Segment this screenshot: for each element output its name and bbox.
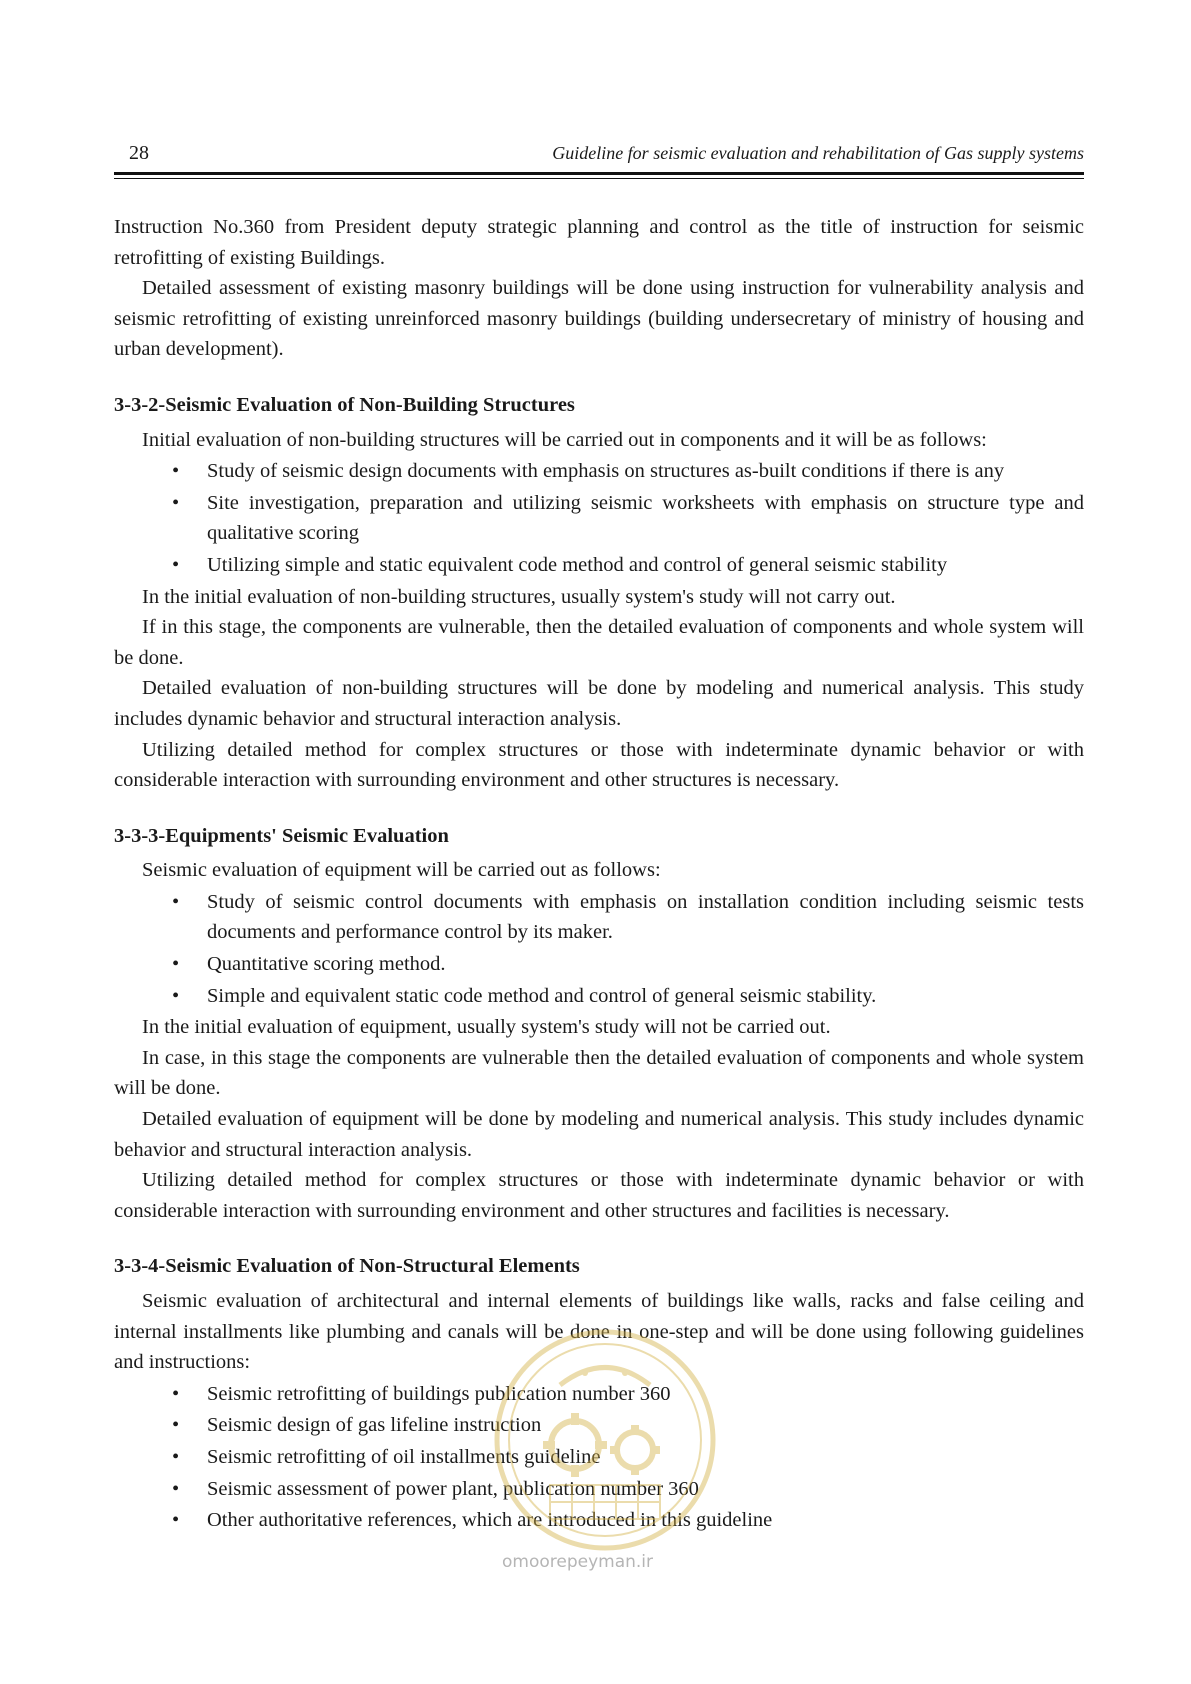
- list-item-text: Study of seismic design documents with emphasis on structures as-built conditions if there is any: [207, 460, 1005, 483]
- running-title: Guideline for seismic evaluation and rehabilitation of Gas supply systems: [552, 143, 1084, 163]
- list-item: [114, 456, 1084, 487]
- bullet-icon: •: [172, 1445, 180, 1468]
- section-3-3-2-list: [114, 456, 1084, 580]
- section-3-3-2-paragraph-1: In the initial evaluation of non-building structures, usually system's study will not carry out.: [142, 585, 896, 608]
- section-3-3-3-paragraph-3: Detailed evaluation of equipment will be done by modeling and numerical analysis. This study includes dynamic behavior and structural interaction analysis.: [114, 1108, 1084, 1161]
- list-item: [114, 887, 1084, 948]
- section-3-3-3-paragraph-1: In the initial evaluation of equipment, usually system's study will not be carried out.: [142, 1016, 831, 1039]
- section-3-3-3-list: [114, 887, 1084, 1011]
- bullet-icon: •: [172, 890, 180, 913]
- section-heading-3-3-2: 3-3-2-Seismic Evaluation of Non-Building Structures: [114, 393, 575, 416]
- section-heading-3-3-3: 3-3-3-Equipments' Seismic Evaluation: [114, 824, 449, 847]
- section-3-3-3-paragraph-2: In case, in this stage the components are vulnerable then the detailed evaluation of components and whole system will be done.: [114, 1046, 1084, 1100]
- bullet-icon: •: [172, 984, 180, 1007]
- bullet-icon: •: [172, 953, 180, 976]
- section-3-3-2-lead: Initial evaluation of non-building structures will be carried out in components and it will be as follows:: [142, 428, 987, 451]
- section-3-3-2-paragraph-2: If in this stage, the components are vulnerable, then the detailed evaluation of components and whole system will be done.: [114, 616, 1084, 669]
- bullet-icon: •: [172, 460, 180, 483]
- bullet-icon: •: [172, 491, 180, 514]
- intro-paragraph-1: Instruction No.360 from President deputy strategic planning and control as the title of instruction for seismic retrofitting of existing Buildings.: [114, 216, 1084, 269]
- page-number: 28: [129, 142, 149, 164]
- list-item: [114, 981, 1084, 1012]
- section-3-3-2-paragraph-4: Utilizing detailed method for complex structures or those with indeterminate dynamic behavior or with considerable interaction with surrounding environment and other structures is necessary.: [114, 738, 1084, 792]
- section-heading-3-3-4: 3-3-4-Seismic Evaluation of Non-Structural Elements: [114, 1255, 580, 1278]
- intro-paragraph-2: Detailed assessment of existing masonry buildings will be done using instruction for vulnerability analysis and seismic retrofitting of existing unreinforced masonry buildings (building undersecretary of ministry of housing and urban development).: [114, 277, 1084, 361]
- bullet-icon: •: [172, 1382, 180, 1405]
- list-item-text: Other authoritative references, which are introduced in this guideline: [207, 1509, 773, 1532]
- watermark-seal-icon: [490, 1325, 720, 1555]
- list-item-text: Seismic retrofitting of buildings publication number 360: [207, 1382, 671, 1405]
- list-item-text: Quantitative scoring method.: [207, 953, 446, 976]
- list-item: [114, 550, 1084, 581]
- watermark-url: omoorepeyman.ir: [502, 1552, 654, 1572]
- section-3-3-2-paragraph-3: Detailed evaluation of non-building structures will be done by modeling and numerical analysis. This study includes dynamic behavior and structural interaction analysis.: [114, 677, 1084, 730]
- list-item-text: Seismic retrofitting of oil installments guideline: [207, 1445, 601, 1468]
- header-rule-thick: [114, 172, 1084, 175]
- list-item-text: Simple and equivalent static code method and control of general seismic stability.: [207, 984, 877, 1007]
- list-item-text: Utilizing simple and static equivalent code method and control of general seismic stability: [207, 553, 948, 576]
- section-3-3-4-lead: Seismic evaluation of architectural and internal elements of buildings like walls, racks and false ceiling and internal installments like plumbing and canals will be done in one-step and will be done using following guidelines and instructions:: [114, 1290, 1084, 1374]
- list-item-text: Site investigation, preparation and utilizing seismic worksheets with emphasis on structure type and qualitative scoring: [207, 491, 1084, 545]
- bullet-icon: •: [172, 1509, 180, 1532]
- list-item-text: Seismic assessment of power plant, publication number 360: [207, 1477, 699, 1500]
- bullet-icon: •: [172, 553, 180, 576]
- page-header: [114, 140, 1084, 166]
- section-3-3-3-paragraph-4: Utilizing detailed method for complex structures or those with indeterminate dynamic behavior or with considerable interaction with surrounding environment and other structures and facilities is necessary.: [114, 1169, 1084, 1222]
- list-item-text: Study of seismic control documents with emphasis on installation condition including seismic tests documents and performance control by its maker.: [207, 890, 1084, 944]
- header-rule-thin: [114, 178, 1084, 179]
- section-3-3-3-lead: Seismic evaluation of equipment will be carried out as follows:: [142, 859, 661, 882]
- list-item: [114, 488, 1084, 549]
- list-item-text: Seismic design of gas lifeline instruction: [207, 1414, 542, 1437]
- bullet-icon: •: [172, 1414, 180, 1437]
- bullet-icon: •: [172, 1477, 180, 1500]
- list-item: [114, 949, 1084, 980]
